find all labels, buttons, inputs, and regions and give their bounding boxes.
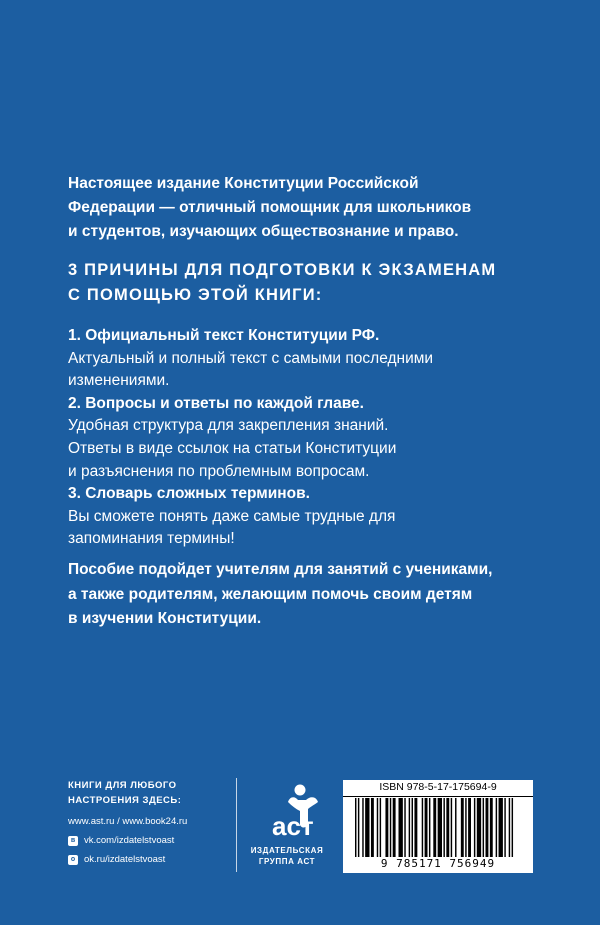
reasons-heading (68, 258, 548, 308)
reason-description: и разъяснения по проблемным вопросам. (68, 462, 370, 480)
reason-description: изменениями. (68, 372, 170, 390)
closing-line: Пособие подойдет учителям для занятий с учениками, (68, 561, 493, 578)
barcode-bar (429, 798, 430, 857)
isbn-text: ISBN 978-5-17-175694-9 (343, 781, 533, 797)
reason-title: 3. Словарь сложных терминов. (68, 485, 310, 503)
barcode-bar (425, 798, 428, 857)
reasons-heading-line: 3 ПРИЧИНЫ ДЛЯ ПОДГОТОВКИ К ЭКЗАМЕНАМ (68, 261, 497, 279)
barcode-bar (385, 798, 388, 857)
barcode-bar (438, 798, 442, 857)
barcode-bar (362, 798, 363, 857)
intro-line: и студентов, изучающих обществознание и право. (68, 223, 459, 240)
closing-line: в изучении Конституции. (68, 610, 262, 627)
reason-description: Актуальный и полный текст с самыми последними (68, 349, 434, 367)
barcode-bar (446, 798, 449, 857)
ok-link[interactable] (68, 852, 187, 867)
barcode-bar (512, 798, 513, 857)
barcode-bar (490, 798, 493, 857)
barcode-bar (409, 798, 410, 857)
barcode-bar (371, 798, 374, 857)
isbn-barcode-block (343, 780, 533, 873)
publisher-line: ИЗДАТЕЛЬСКАЯ (250, 846, 324, 855)
ok-icon: о (68, 855, 78, 865)
barcode-bar (404, 798, 405, 857)
reason-description: Вы сможете понять даже самые трудные для (68, 507, 396, 525)
promo-line: КНИГИ ДЛЯ ЛЮБОГО (68, 780, 177, 791)
barcode-digits: 9 785171 756949 (380, 857, 496, 870)
barcode-bar (477, 798, 481, 857)
reason-description: Удобная структура для закрепления знаний. (68, 417, 389, 435)
barcode-bar (451, 798, 452, 857)
barcode-bar (414, 798, 417, 857)
barcode-bar (465, 798, 466, 857)
barcode-bar (455, 798, 456, 857)
barcode-bar (358, 798, 359, 857)
barcode-bar (461, 798, 464, 857)
barcode-bar (365, 798, 369, 857)
barcode-bar (399, 798, 403, 857)
reason-description: запоминания термины! (68, 530, 235, 548)
reasons-list (68, 325, 548, 551)
barcode-bar (499, 798, 503, 857)
reason-title: 2. Вопросы и ответы по каждой главе. (68, 394, 364, 412)
promo-text (68, 778, 187, 808)
website-links[interactable]: www.ast.ru / www.book24.ru (68, 816, 188, 827)
barcode (353, 798, 525, 857)
reason-title: 1. Официальный текст Конституции РФ. (68, 327, 380, 344)
intro-paragraph (68, 172, 548, 244)
barcode-bar (412, 798, 413, 857)
barcode-bar (422, 798, 423, 857)
barcode-bar (474, 798, 475, 857)
publisher-line: ГРУППА АСТ (258, 857, 316, 866)
vk-link[interactable] (68, 833, 187, 848)
barcode-bar (509, 798, 510, 857)
barcode-bar (377, 798, 378, 857)
barcode-bar (496, 798, 497, 857)
promo-line: НАСТРОЕНИЯ ЗДЕСЬ: (68, 795, 182, 806)
closing-line: а также родителям, желающим помочь своим детям (68, 585, 473, 603)
barcode-bar (390, 798, 391, 857)
publisher-caption (238, 845, 336, 867)
closing-paragraph (68, 558, 558, 632)
barcode-bar (468, 798, 471, 857)
reasons-heading-line: С ПОМОЩЬЮ ЭТОЙ КНИГИ: (68, 286, 323, 304)
intro-line: Федерации — отличный помощник для школьников (68, 199, 472, 216)
barcode-bar (433, 798, 436, 857)
reason-description: Ответы в виде ссылок на статьи Конституции (68, 439, 397, 457)
barcode-bar (486, 798, 489, 857)
intro-line: Настоящее издание Конституции Российской (68, 175, 419, 192)
barcode-bar (355, 798, 356, 857)
footer-links (68, 778, 187, 867)
ok-link-label: ok.ru/izdatelstvoast (84, 854, 166, 865)
barcode-bar (380, 798, 381, 857)
barcode-bar (504, 798, 505, 857)
logo-wordmark: аст (272, 811, 314, 841)
vk-link-label: vk.com/izdatelstvoast (84, 835, 175, 846)
barcode-bar (443, 798, 444, 857)
barcode-bar (393, 798, 396, 857)
barcode-bar (483, 798, 484, 857)
vk-icon: в (68, 836, 78, 846)
footer-divider (236, 778, 237, 872)
